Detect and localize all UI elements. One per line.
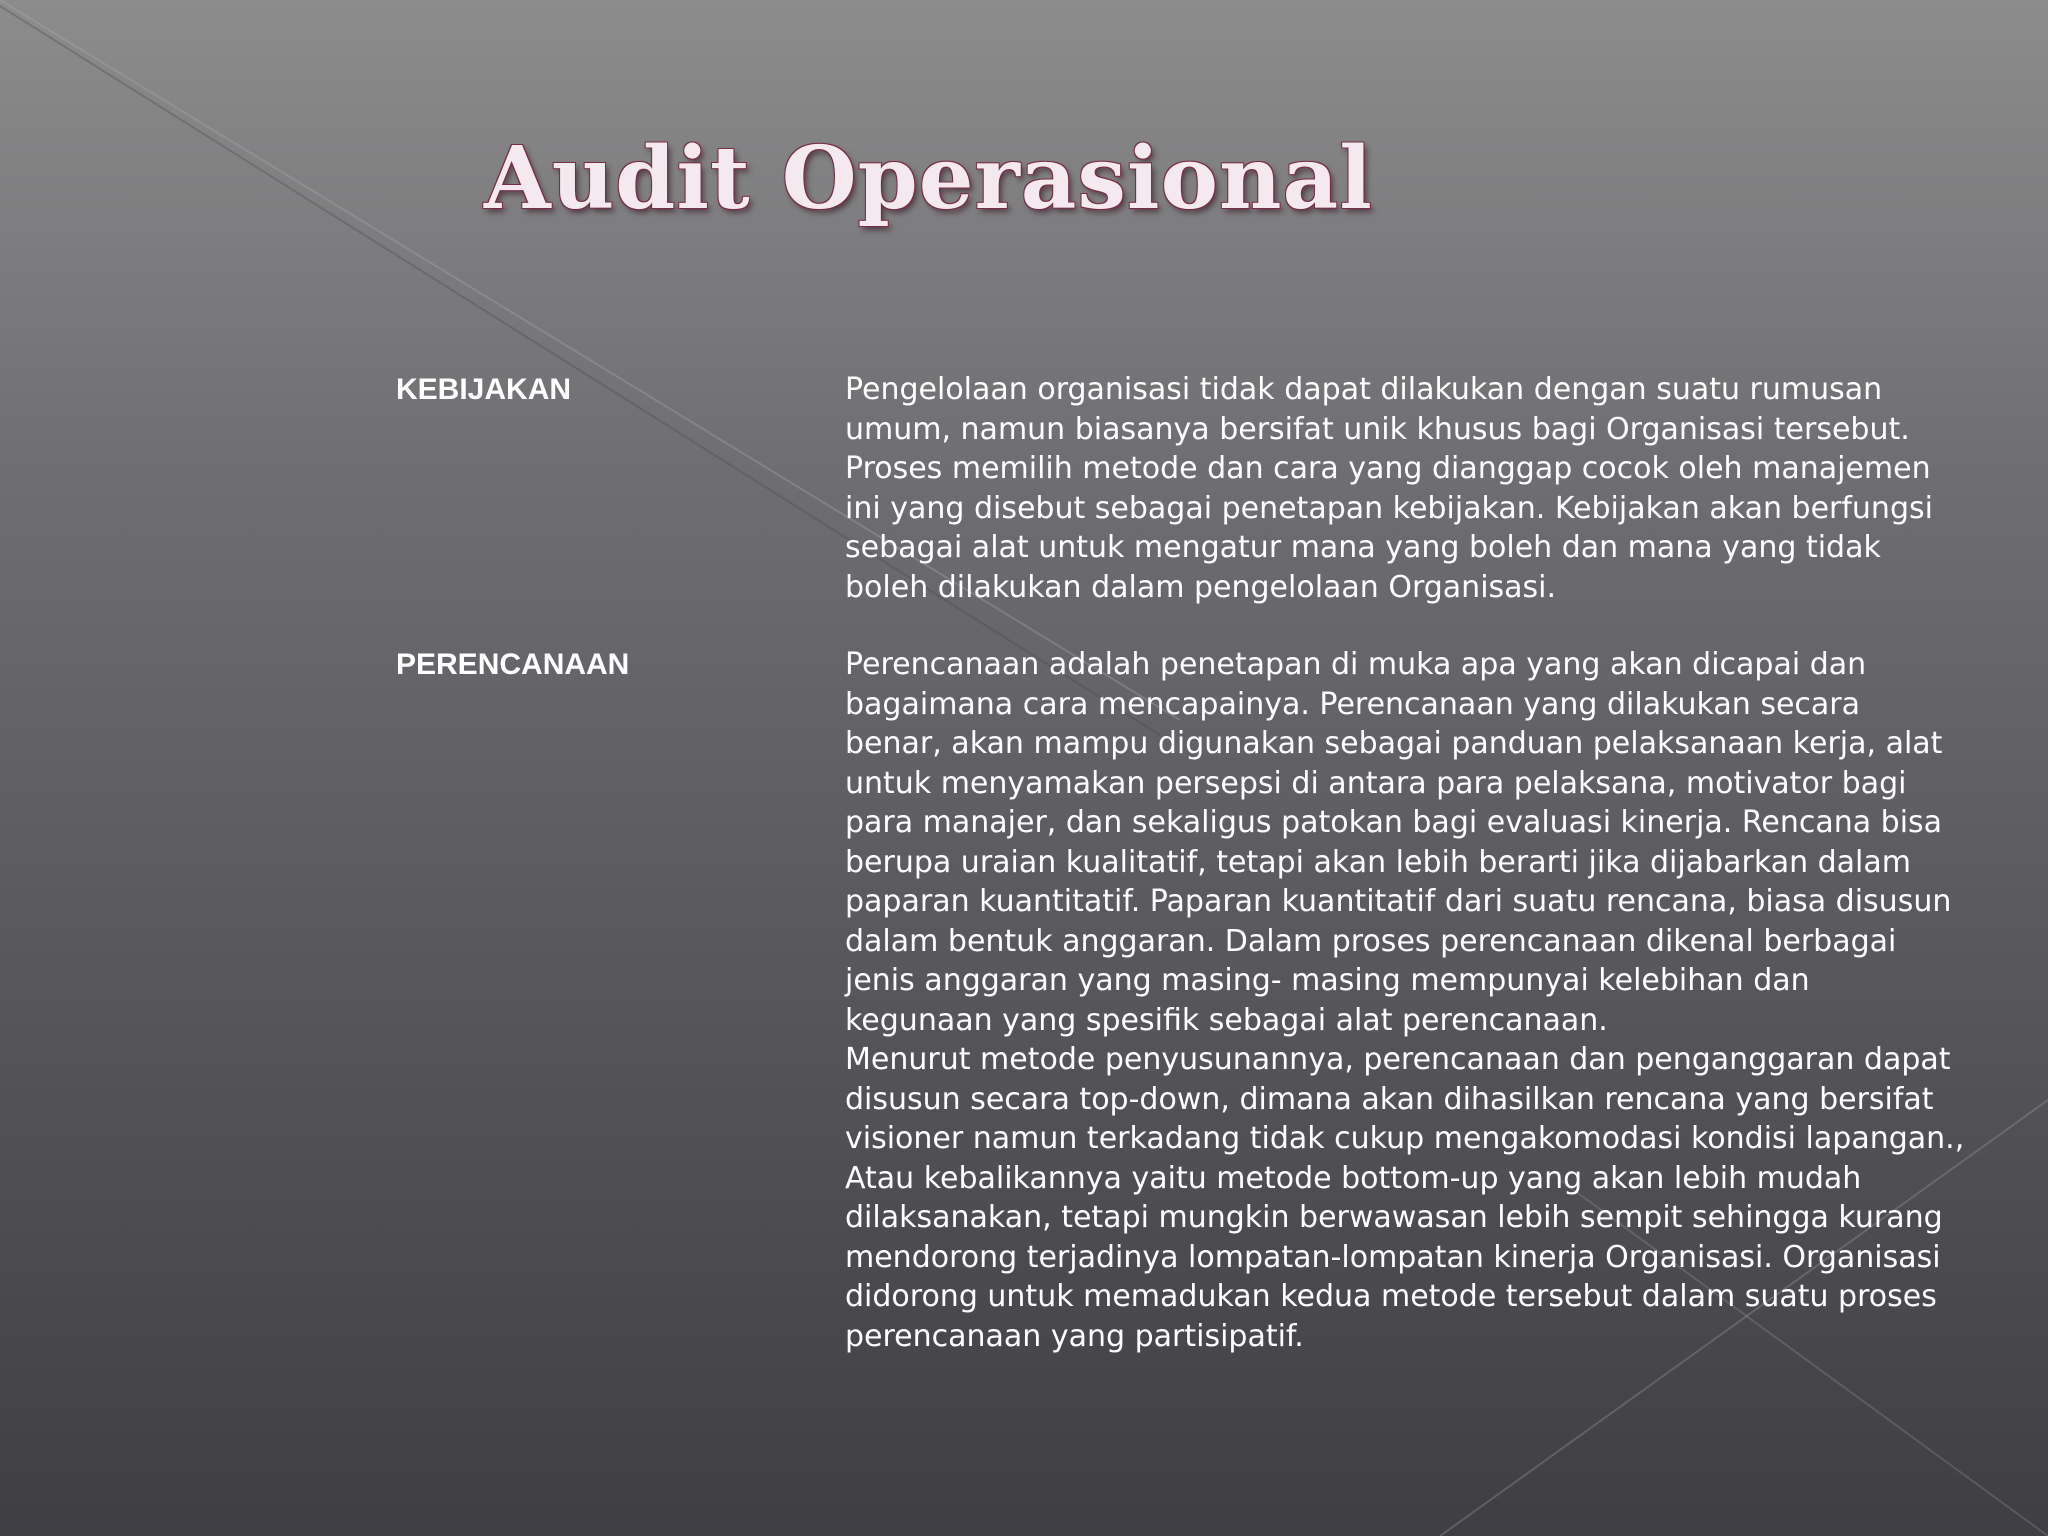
- term-label: PERENCANAAN: [396, 648, 630, 681]
- term-label: KEBIJAKAN: [396, 373, 572, 406]
- description-paragraph: Menurut metode penyusunannya, perencanaan dan penganggaran dapat disusun secara top-down, dimana akan dihasilkan rencana yang bersifat visioner namun terkadang tidak cukup mengakomodasi kondisi lapangan.,: [845, 1042, 1965, 1156]
- term-description: [845, 370, 1965, 607]
- slide-title: Audit Operasional: [484, 128, 1373, 229]
- term-description: [845, 645, 1965, 1356]
- description-paragraph: Pengelolaan organisasi tidak dapat dilakukan dengan suatu rumusan umum, namun biasanya bersifat unik khusus bagi Organisasi tersebut. Proses memilih metode dan cara yang dianggap cocok oleh manajemen ini yang disebut sebagai penetapan kebijakan. Kebijakan akan berfungsi sebagai alat untuk mengatur mana yang boleh dan mana yang tidak boleh dilakukan dalam pengelolaan Organisasi.: [845, 372, 1933, 605]
- description-paragraph: Perencanaan adalah penetapan di muka apa yang akan dicapai dan bagaimana cara mencapainya. Perencanaan yang dilakukan secara benar, akan mampu digunakan sebagai panduan pelaksanaan kerja, alat untuk menyamakan persepsi di antara para pelaksana, motivator bagi para manajer, dan sekaligus patokan bagi evaluasi kinerja. Rencana bisa berupa uraian kualitatif, tetapi akan lebih berarti jika dijabarkan dalam paparan kuantitatif. Paparan kuantitatif dari suatu rencana, biasa disusun dalam bentuk anggaran. Dalam proses perencanaan dikenal berbagai jenis anggaran yang masing- masing mempunyai kelebihan dan kegunaan yang spesifik sebagai alat perencanaan.: [845, 647, 1952, 1038]
- description-paragraph: Atau kebalikannya yaitu metode bottom-up yang akan lebih mudah dilaksanakan, tetapi mungkin berwawasan lebih sempit sehingga kurang mendorong terjadinya lompatan-lompatan kinerja Organisasi. Organisasi didorong untuk memadukan kedua metode tersebut dalam suatu proses perencanaan yang partisipatif.: [845, 1160, 1943, 1354]
